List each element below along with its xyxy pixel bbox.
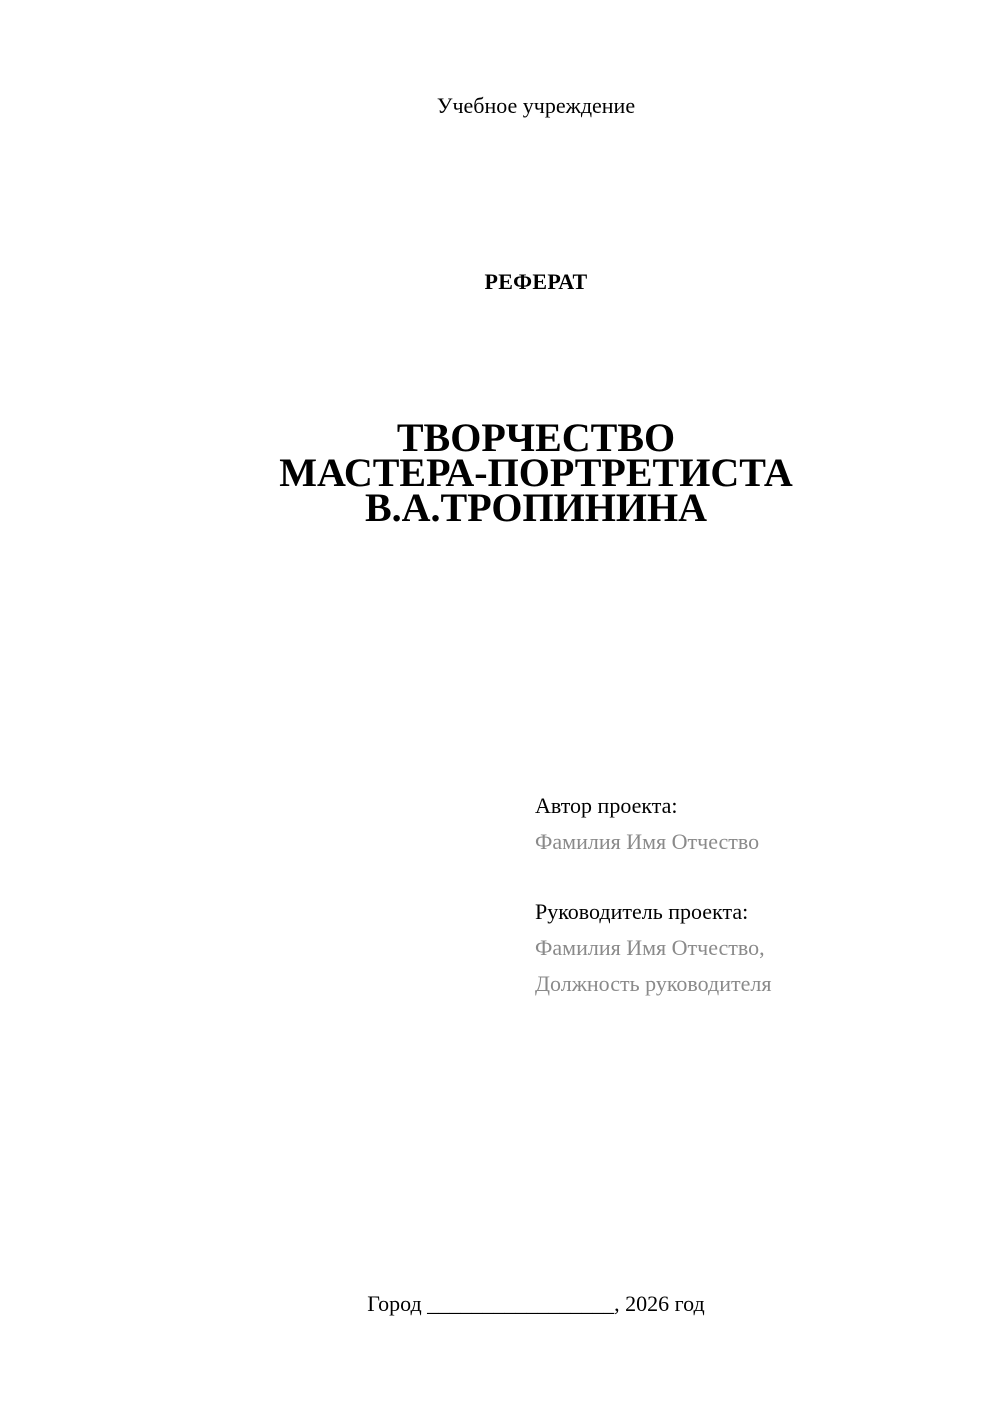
author-name: Фамилия Имя Отчество (535, 829, 760, 854)
title-line: ТВОРЧЕСТВО (396, 415, 676, 460)
title-line: В.А.ТРОПИНИНА (364, 485, 707, 530)
author-label: Автор проекта: (535, 793, 678, 818)
document-title (0, 415, 1000, 530)
supervisor-position: Должность руководителя (535, 971, 772, 996)
spacer (535, 860, 975, 894)
title-line: МАСТЕРА-ПОРТРЕТИСТА (279, 450, 793, 495)
supervisor-label: Руководитель проекта: (535, 899, 749, 924)
project-info (535, 788, 975, 1002)
institution-name: Учебное учреждение (436, 93, 636, 118)
supervisor-name: Фамилия Имя Отчество, (535, 935, 765, 960)
city-year-line: Город _________________, 2026 год (367, 1291, 705, 1316)
document-type: РЕФЕРАТ (484, 269, 588, 294)
